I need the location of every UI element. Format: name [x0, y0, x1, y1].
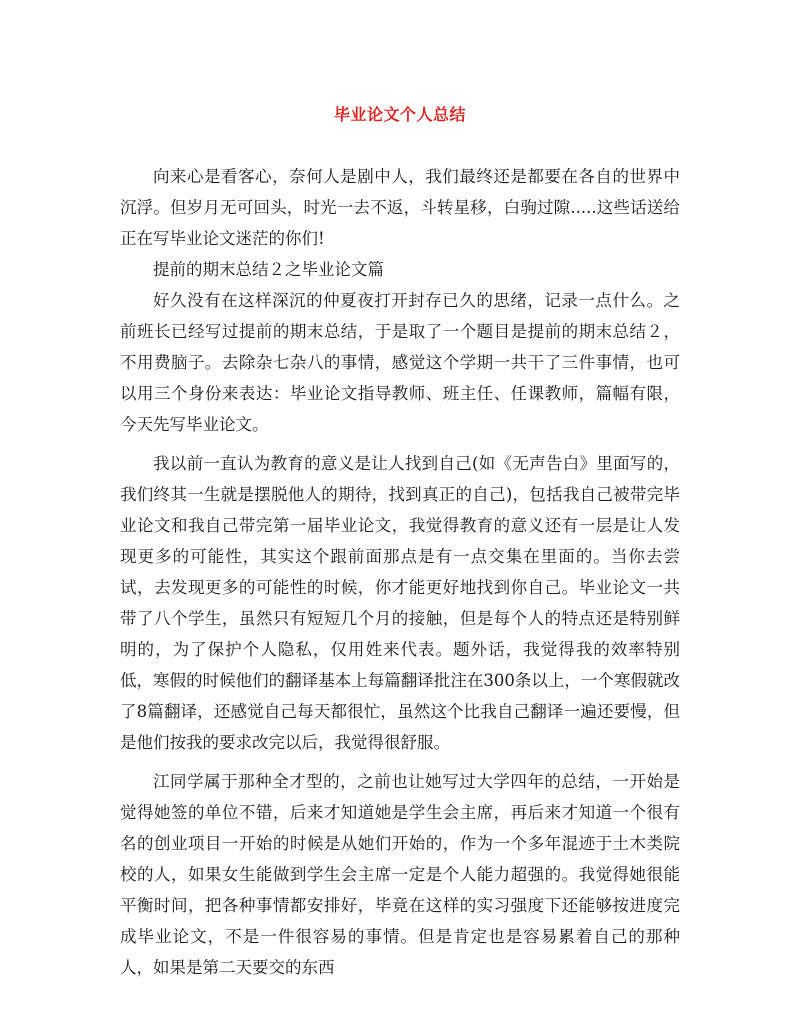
document-body	[120, 161, 680, 983]
document-title: 毕业论文个人总结	[333, 105, 466, 124]
paragraph-education-meaning: 我以前一直认为教育的意义是让人找到自己(如《无声告白》里面写的，我们终其一生就是摆脱他人的期待，找到真正的自己)，包括我自己被带完毕业论文和我自己带完第一届毕业论文，我觉得教育的意义还有一层是让人发现更多的可能性，其实这个跟前面那点是有一点交集在里面的。当你去尝试，去发现更多的可能性的时候，你才能更好地找到你自己。毕业论文一共带了八个学生，虽然只有短短几个月的接触，但是每个人的特点还是特别鲜明的，为了保护个人隐私，仅用姓来代表。题外话，我觉得我的效率特别低，寒假的时候他们的翻译基本上每篇翻译批注在300条以上，一个寒假就改了8篇翻译，还感觉自己每天都很忙，虽然这个比我自己翻译一遍还要慢，但是他们按我的要求改完以后，我觉得很舒服。	[120, 454, 680, 752]
paragraph-student-jiang: 江同学属于那种全才型的，之前也让她写过大学四年的总结，一开始是觉得她签的单位不错，后来才知道她是学生会主席，再后来才知道一个很有名的创业项目一开始的时候是从她们开始的，作为一个多年混迹于土木类院校的人，如果女生能做到学生会主席一定是个人能力超强的。我觉得她很能平衡时间，把各种事情都安排好，毕竟在这样的实习强度下还能够按进度完成毕业论文，不是一件很容易的事情。但是肯定也是容易累着自己的那种人，如果是第二天要交的东西	[120, 772, 680, 977]
paragraph-intro: 向来心是看客心，奈何人是剧中人，我们最终还是都要在各自的世界中沉浮。但岁月无可回头，时光一去不返，斗转星移，白驹过隙.....这些话送给正在写毕业论文迷茫的你们!	[120, 167, 680, 248]
paragraph-subheading: 提前的期末总结２之毕业论文篇	[153, 260, 384, 279]
paragraph-background: 好久没有在这样深沉的仲夏夜打开封存已久的思绪，记录一点什么。之前班长已经写过提前的期末总结，于是取了一个题目是提前的期末总结２，不用费脑子。去除杂七杂八的事情，感觉这个学期一共干了三件事情，也可以用三个身份来表达：毕业论文指导教师、班主任、任课教师，篇幅有限，今天先写毕业论文。	[120, 291, 680, 434]
